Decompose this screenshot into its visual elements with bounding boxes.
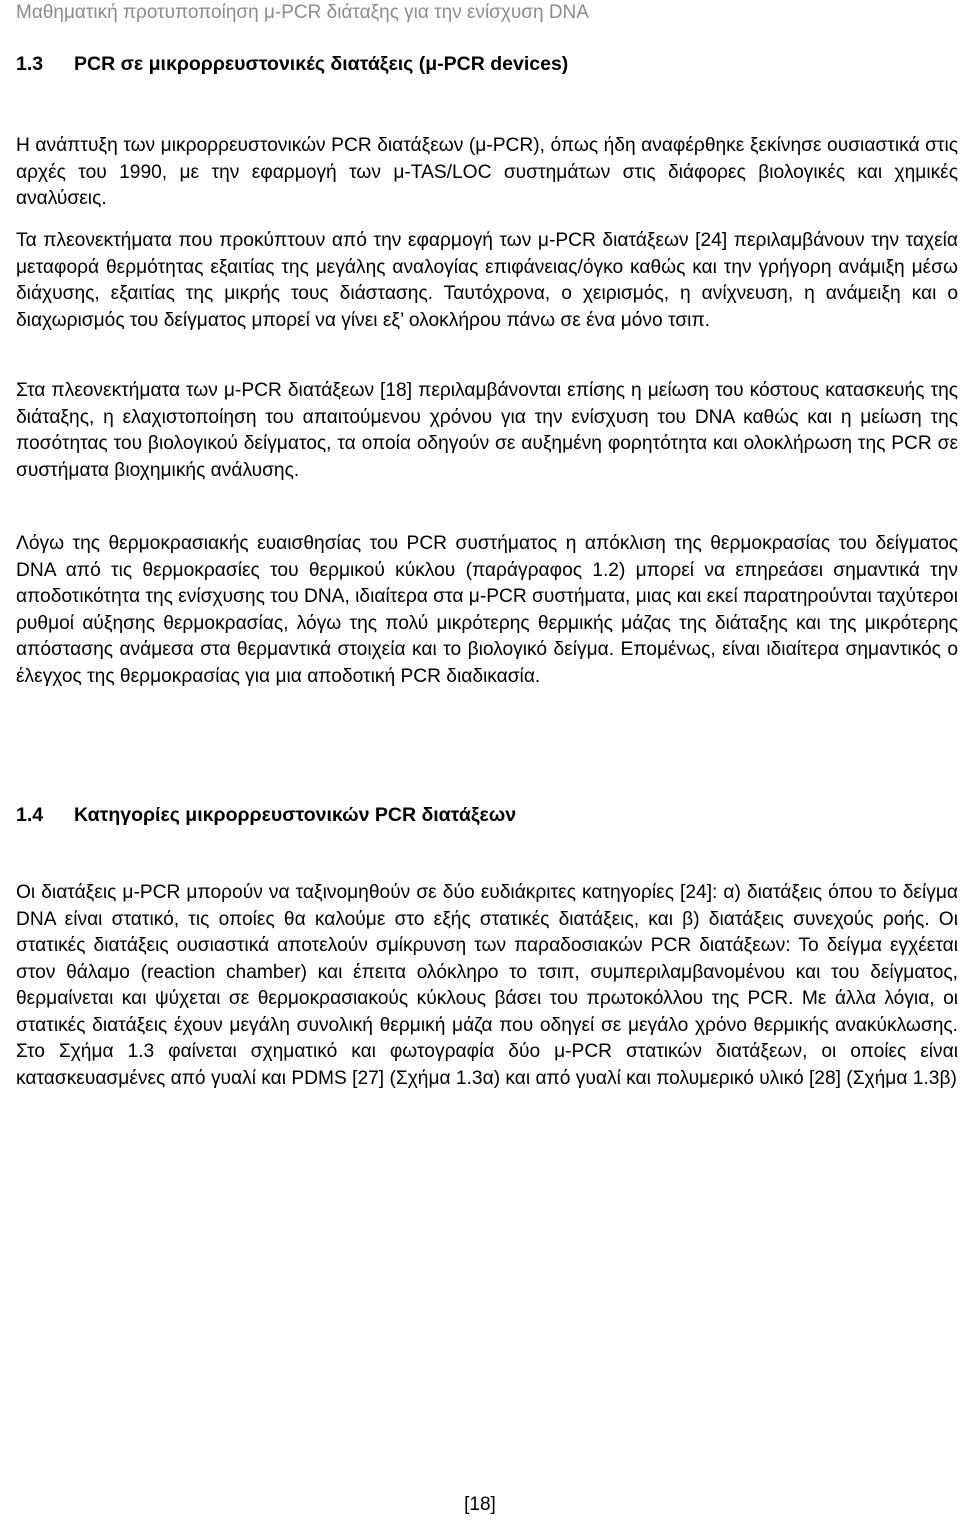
- paragraph-thermal-sensitivity: Λόγω της θερμοκρασιακής ευαισθησίας του PCR συστήματος η απόκλιση της θερμοκρασίας του δείγματος DNA από τις θερμοκρασίες του θερμικού κύκλου (παράγραφος 1.2) μπορεί να επηρεάσει σημαντικά την αποδοτικότητα της ενίσχυσης του DNA, ιδιαίτερα στα μ-PCR συστήματα, μιας και εκεί παρατηρούνται ταχύτεροι ρυθμοί αύξησης θερμοκρασίας, λόγω της πολύ μικρότερης θερμικής μάζας της διάταξης και της μικρότερης απόστασης ανάμεσα στα θερμαντικά στοιχεία και το βιολογικό δείγμα. Επομένως, είναι ιδιαίτερα σημαντικός ο έλεγχος της θερμοκρασίας για μια αποδοτική PCR διαδικασία.: [16, 533, 958, 687]
- page-number: [18]: [464, 1494, 496, 1515]
- paragraph-intro: Η ανάπτυξη των μικρορρευστονικών PCR διατάξεων (μ-PCR), όπως ήδη αναφέρθηκε ξεκίνησε ουσιαστικά στις αρχές του 1990, με την εφαρμογή των μ-TAS/LOC συστημάτων στις διάφορες βιολογικές και χημικές αναλύσεις.: [16, 135, 958, 209]
- section-heading-1-4: [16, 804, 516, 827]
- paragraph-advantages-cost: Στα πλεονεκτήματα των μ-PCR διατάξεων [18] περιλαμβάνονται επίσης η μείωση του κόστους κατασκευής της διάταξης, η ελαχιστοποίηση του απαιτούμενου χρόνου για την ενίσχυση του DNA καθώς και η μείωση της ποσότητας του βιολογικού δείγματος, τα οποία οδηγούν σε αυξημένη φορητότητα και ολοκλήρωση της PCR σε συστήματα βιοχημικής ανάλυσης.: [16, 380, 958, 481]
- section-heading-1-3: [16, 53, 568, 76]
- section-title: PCR σε μικρορρευστονικές διατάξεις (μ-PCR devices): [74, 53, 569, 75]
- paragraph-categories: Οι διατάξεις μ-PCR μπορούν να ταξινομηθούν σε δύο ευδιάκριτες κατηγορίες [24]: α) διατάξεις όπου το δείγμα DNA είναι στατικό, τις οποίες θα καλούμε στο εξής στατικές διατάξεις, και β) διατάξεις συνεχούς ροής. Οι στατικές διατάξεις ουσιαστικά αποτελούν σμίκρυνση των παραδοσιακών PCR διατάξεων: Το δείγμα εγχέεται στον θάλαμο (reaction chamber) και έπειτα ολόκληρο το τσιπ, συμπεριλαμβανομένου και του δείγματος, θερμαίνεται και ψύχεται σε θερμοκρασιακούς κύκλους βάσει του πρωτοκόλλου της PCR. Με άλλα λόγια, οι στατικές διατάξεις έχουν μεγάλη συνολική θερμική μάζα που οδηγεί σε μεγάλο χρόνο θερμικής ανακύκλωσης. Στο Σχήμα 1.3 φαίνεται σχηματικό και φωτογραφία δύο μ-PCR στατικών διατάξεων, οι οποίες είναι κατασκευασμένες από γυαλί και PDMS [27] (Σχήμα 1.3α) και από γυαλί και πολυμερικό υλικό [28] (Σχήμα 1.3β): [16, 882, 958, 1089]
- section-number: 1.4: [16, 804, 44, 826]
- section-number: 1.3: [16, 53, 44, 75]
- running-header: Μαθηματική προτυποποίηση μ-PCR διάταξης για την ενίσχυση DNA: [16, 2, 589, 23]
- paragraph-advantages: Τα πλεονεκτήματα που προκύπτουν από την εφαρμογή των μ-PCR διατάξεων [24] περιλαμβάνουν την ταχεία μεταφορά θερμότητας εξαιτίας της μεγάλης αναλογίας επιφάνειας/όγκο καθώς και την γρήγορη ανάμιξη μέσω διάχυσης, εξαιτίας της μικρής τους διάστασης. Ταυτόχρονα, ο χειρισμός, η ανίχνευση, η ανάμειξη και ο διαχωρισμός του δείγματος μπορεί να γίνει εξ’ ολοκλήρου πάνω σε ένα μόνο τσιπ.: [16, 230, 958, 331]
- section-title: Κατηγορίες μικρορρευστονικών PCR διατάξεων: [74, 804, 517, 826]
